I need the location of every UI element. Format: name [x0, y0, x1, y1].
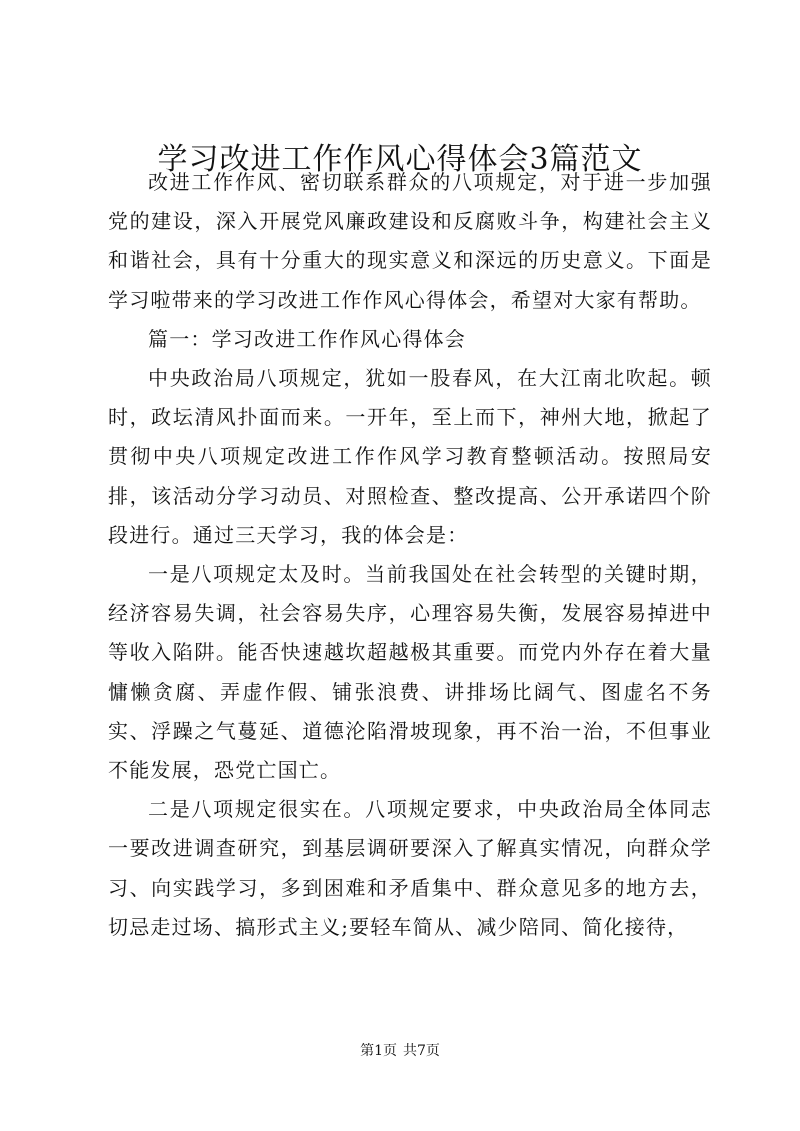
- body-paragraph: 一是八项规定太及时。当前我国处在社会转型的关键时期，经济容易失调，社会容易失序，心理容易失衡，发展容易掉进中等收入陷阱。能否快速越坎超越极其重要。而党内外存在着大量慵懒贪腐、弄虚作假、铺张浪费、讲排场比阔气、图虚名不务实、浮躁之气蔓延、道德沦陷滑坡现象，再不治一治，不但事业不能发展，恐党亡国亡。: [108, 562, 712, 783]
- section-heading: 篇一：学习改进工作作风心得体会: [148, 326, 466, 351]
- body-paragraph: 中央政治局八项规定，犹如一股春风，在大江南北吹起。顿时，政坛清风扑面而来。一开年，至上而下，神州大地，掀起了贯彻中央八项规定改进工作作风学习教育整顿活动。按照局安排，该活动分学习动员、对照检查、整改提高、公开承诺四个阶段进行。通过三天学习，我的体会是：: [108, 366, 712, 547]
- page-count: 共7页: [403, 1043, 440, 1059]
- page-footer: [0, 1041, 800, 1061]
- intro-paragraph: 改进工作作风、密切联系群众的八项规定，对于进一步加强党的建设，深入开展党风廉政建设和反腐败斗争，构建社会主义和谐社会，具有十分重大的现实意义和深远的历史意义。下面是学习啦带来的学习改进工作作风心得体会，希望对大家有帮助。: [108, 170, 712, 312]
- page-number: 第1页: [360, 1043, 397, 1059]
- document-body: [108, 163, 712, 947]
- document-title: 学习改进工作作风心得体会3篇范文: [157, 142, 643, 177]
- body-paragraph: 二是八项规定很实在。八项规定要求，中央政治局全体同志一要改进调查研究，到基层调研要深入了解真实情况，向群众学习、向实践学习，多到困难和矛盾集中、群众意见多的地方去，切忌走过场、搞形式主义;要轻车简从、减少陪同、简化接待，: [108, 797, 712, 939]
